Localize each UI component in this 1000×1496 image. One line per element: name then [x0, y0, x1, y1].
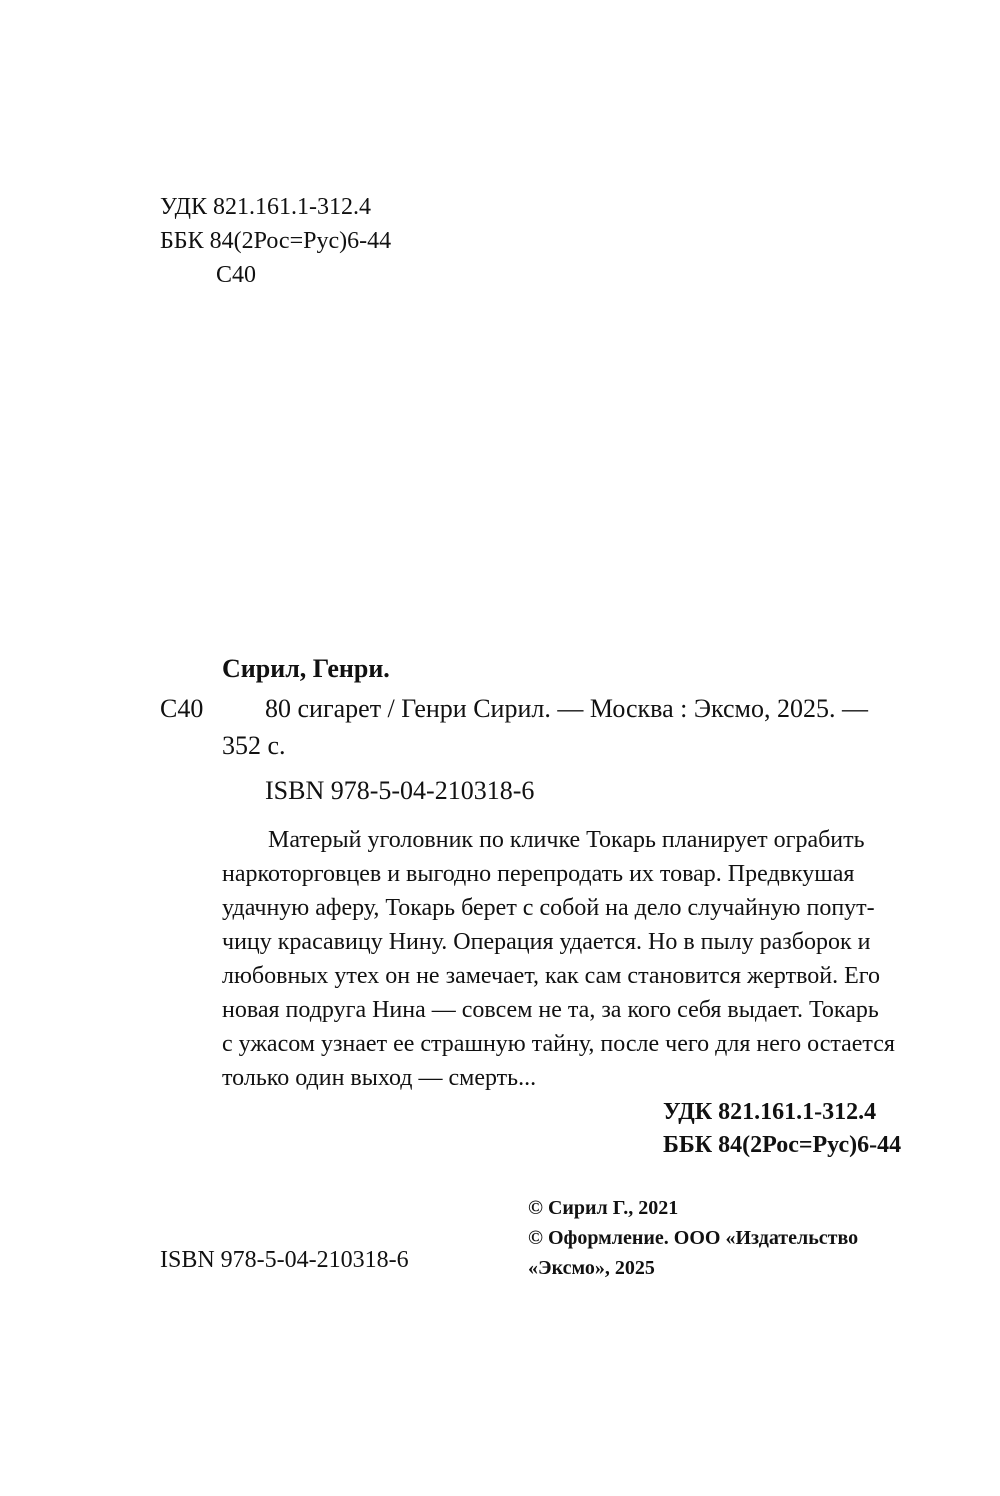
header-udk: УДК 821.161.1-312.4 [160, 194, 371, 220]
abstract-line-3: удачную аферу, Токарь берет с собой на дело случайную попут- [222, 895, 875, 921]
entry-pages: 352 с. [222, 731, 286, 760]
abstract-line-4: чицу красавицу Нину. Операция удается. Но в пылу разборок и [222, 929, 871, 955]
copyright-author: © Сирил Г., 2021 [528, 1197, 679, 1219]
entry-title-line: 80 сигарет / Генри Сирил. — Москва : Эксмо, 2025. — [265, 694, 868, 723]
copyright-design-line-2: «Эксмо», 2025 [528, 1257, 655, 1279]
abstract-line-8: только один выход — смерть... [222, 1065, 537, 1091]
abstract-line-1: Матерый уголовник по кличке Токарь планирует ограбить [268, 827, 865, 853]
abstract-line-5: любовных утех он не замечает, как сам становится жертвой. Его [222, 963, 880, 989]
classification-bbk: ББК 84(2Рос=Рус)6-44 [663, 1132, 902, 1158]
entry-author: Сирил, Генри. [222, 654, 390, 683]
header-bbk: ББК 84(2Рос=Рус)6-44 [160, 228, 392, 254]
abstract-line-2: наркоторговцев и выгодно перепродать их товар. Предвкушая [222, 861, 855, 887]
entry-code: С40 [160, 694, 204, 723]
classification-udk: УДК 821.161.1-312.4 [663, 1099, 877, 1125]
footer-isbn: ISBN 978-5-04-210318-6 [160, 1247, 409, 1273]
abstract-line-7: с ужасом узнает ее страшную тайну, после чего для него остается [222, 1031, 895, 1057]
header-code: С40 [216, 262, 257, 288]
copyright-design-line-1: © Оформление. ООО «Издательство [528, 1227, 859, 1249]
abstract-line-6: новая подруга Нина — совсем не та, за кого себя выдает. Токарь [222, 997, 879, 1023]
entry-isbn: ISBN 978-5-04-210318-6 [265, 776, 535, 805]
